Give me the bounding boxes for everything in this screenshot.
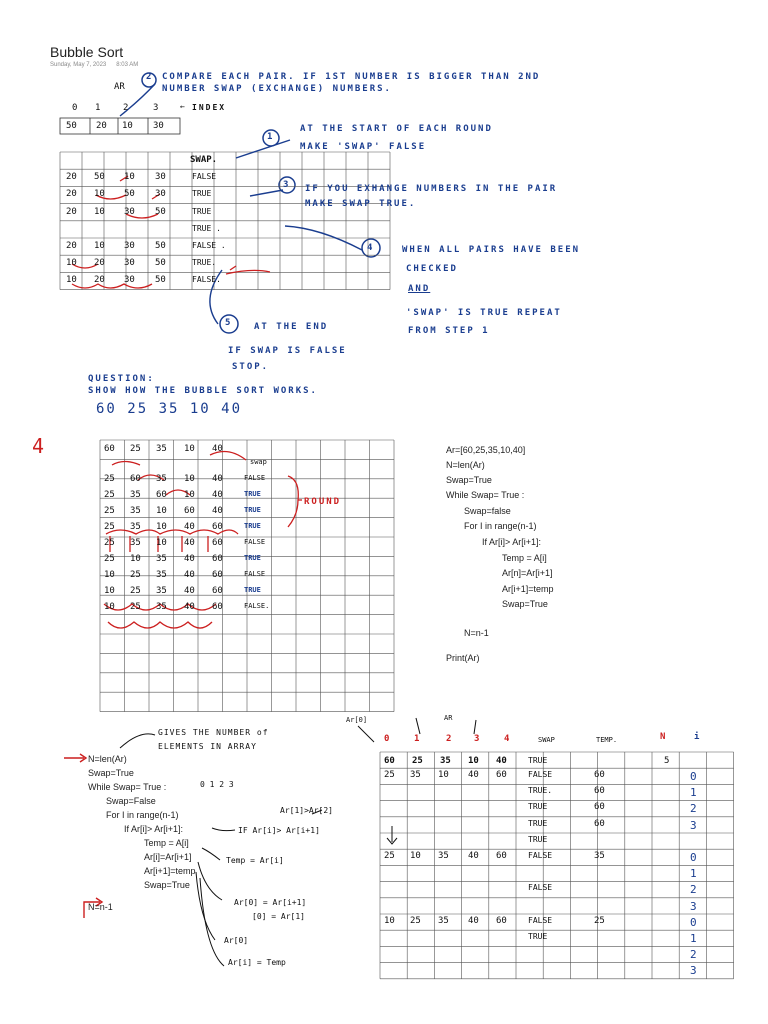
table2-cell: 60 (156, 490, 167, 500)
table2-cell: 40 (184, 538, 195, 548)
table3-header-cell: 60 (384, 756, 395, 766)
round-label: ROUND (304, 497, 342, 507)
table2-cell: 25 (130, 602, 141, 612)
table3-cell: 60 (496, 851, 507, 861)
table1-cell: 50 (155, 206, 166, 217)
step4-text-c: AND (408, 284, 431, 294)
step5-text-b: IF SWAP IS FALSE (228, 346, 347, 356)
table3-swap-value: FALSE (528, 770, 553, 779)
table2-cell: 60 (212, 586, 223, 596)
table2-top-cell: 35 (156, 444, 167, 454)
code2-line: While Swap= True : (88, 782, 167, 792)
step5-text-c: STOP. (232, 362, 270, 372)
table2-cell: 10 (156, 506, 167, 516)
question-numbers: 60 25 35 10 40 (96, 401, 243, 417)
table3-header-cell: 10 (468, 756, 479, 766)
code1-line: If Ar[i]> Ar[i+1]: (482, 537, 542, 547)
table2-cell: 10 (184, 490, 195, 500)
margin-number: 4 (32, 434, 45, 458)
table2-cell: 40 (184, 522, 195, 532)
table3-temp-value: 60 (594, 818, 605, 829)
table3-i-value: 2 (690, 883, 697, 897)
table1-cell: 10 (94, 206, 105, 217)
table1-cell: 50 (155, 275, 166, 286)
table3-swap-value: TRUE (528, 932, 548, 941)
array-cell-1: 20 (96, 121, 107, 131)
code1-line: Swap=True (502, 599, 548, 609)
table1-grid (60, 152, 390, 290)
array-cell-0: 50 (66, 121, 77, 131)
table3-swap-value: TRUE. (528, 786, 553, 796)
table3-cell: 25 (410, 915, 421, 926)
table3-cell: 35 (438, 851, 449, 861)
table1-swap-header: SWAP. (190, 155, 218, 165)
annotation-a0: Ar[0] = Ar[i+1] (234, 898, 307, 907)
step4-text-d: 'SWAP' IS TRUE REPEAT (406, 308, 562, 318)
array-cell-3: 30 (153, 121, 164, 131)
question-text: SHOW HOW THE BUBBLE SORT WORKS. (88, 386, 318, 396)
table2-swap-value: TRUE (244, 554, 261, 562)
table1-cell: 50 (124, 189, 135, 200)
red-arrows-bottom (64, 754, 102, 918)
table2-swap-label: swap (250, 458, 267, 466)
index-3: 3 (153, 103, 159, 113)
table1-cell: 10 (66, 258, 77, 269)
table2-cell: 10 (130, 554, 141, 564)
table1-swap-value: FALSE . (192, 241, 226, 250)
range-note: 0 1 2 3 (200, 780, 234, 789)
table2-swap-value: TRUE (244, 522, 261, 530)
code1-line: Swap=false (464, 506, 511, 516)
table2-cell: 25 (104, 506, 115, 516)
table1-cell: 30 (124, 206, 135, 217)
table1-cell: 10 (94, 189, 105, 200)
code1-line: Temp = A[i] (502, 553, 547, 563)
code2-line: If Ar[i]> Ar[i+1]: (124, 824, 184, 834)
table2-cell: 25 (104, 554, 115, 564)
table3-index-label: 3 (474, 734, 480, 744)
table1-cell: 10 (94, 241, 105, 251)
table1-cell: 20 (66, 189, 77, 200)
annotation-ari: Ar[i] = Temp (228, 958, 286, 967)
table3-header-cell: 35 (440, 756, 451, 766)
table1-cell: 50 (94, 172, 105, 183)
table2-cell: 35 (130, 538, 141, 548)
table1-swap-value: TRUE (192, 189, 212, 199)
step1-text-a: AT THE START OF EACH ROUND (300, 124, 493, 134)
table2-cell: 60 (212, 570, 223, 580)
table3-i-value: 1 (690, 932, 697, 945)
ar-top-label: AR (444, 714, 453, 722)
code1-line: Ar=[60,25,35,10,40] (446, 445, 526, 455)
table3-i-col-label: i (694, 732, 700, 742)
table2-cell: 35 (156, 570, 167, 580)
table2-cell: 60 (212, 602, 223, 612)
gives-note-2: ELEMENTS IN ARRAY (158, 742, 257, 751)
table3-temp-value: 60 (594, 802, 605, 813)
table3-i-value: 2 (690, 948, 697, 962)
table2-swap-value: TRUE (244, 506, 261, 514)
index-label: INDEX (192, 103, 227, 112)
annotation-a0b: [0] = Ar[1] (252, 912, 305, 921)
table2-cell: 40 (184, 586, 195, 596)
table2-cell: 25 (130, 586, 141, 596)
table3-swap-value: TRUE (528, 802, 548, 812)
code2-line: Temp = A[i] (144, 838, 189, 848)
table1-cell: 20 (66, 241, 77, 251)
code2-line: For I in range(n-1) (106, 810, 179, 820)
array-cell-2: 10 (122, 121, 133, 131)
table3-grid (380, 752, 734, 979)
step4-number: 4 (367, 243, 375, 253)
annotation-condition: Ar[1]>Ar[2] (280, 806, 333, 815)
table3-n-value: 5 (664, 756, 670, 766)
table2-cell: 10 (104, 570, 115, 580)
code2-line: Ar[i]=Ar[i+1] (144, 852, 192, 862)
index-2: 2 (123, 103, 129, 113)
table1-cell: 10 (124, 172, 135, 183)
step1-number: 1 (267, 132, 275, 142)
table3-i-value: 0 (690, 770, 697, 783)
time-text: 8:03 AM (116, 62, 139, 68)
table3-cell: 25 (384, 770, 395, 780)
table2-cell: 25 (104, 474, 115, 484)
step5-text-a: AT THE END (254, 322, 329, 332)
code2-line: Ar[i+1]=temp (144, 866, 196, 876)
table3-cell: 60 (496, 915, 507, 926)
table2-swap-value: FALSE (244, 570, 266, 578)
table2-cell: 60 (184, 506, 195, 516)
table2-cell: 25 (104, 522, 115, 532)
code1-line: Ar[n]=Ar[i+1] (502, 568, 553, 578)
step2-text-b: NUMBER SWAP (EXCHANGE) NUMBERS. (162, 84, 392, 94)
table3-temp-col-label: TEMP. (596, 736, 618, 744)
code1-line: Swap=True (446, 475, 492, 485)
table2-top-cell: 60 (104, 444, 115, 454)
table2-cell: 10 (184, 474, 195, 484)
table2-cell: 35 (130, 522, 141, 532)
code1-line: Print(Ar) (446, 653, 480, 663)
table3-cell: 40 (468, 770, 479, 780)
table2-cell: 40 (184, 602, 195, 612)
step4-text-a: WHEN ALL PAIRS HAVE BEEN (402, 245, 581, 255)
gives-note-1: GIVES THE NUMBER of (158, 728, 269, 737)
table3-temp-value: 35 (594, 851, 605, 861)
code1-line: N=n-1 (464, 628, 489, 638)
table3-index-label: 0 (384, 734, 390, 744)
table2-cell: 25 (104, 490, 115, 500)
table1-swap-value: FALSE. (192, 275, 221, 285)
question-label: QUESTION: (88, 374, 155, 384)
table3-i-value: 0 (690, 851, 697, 864)
table3-swap-value: FALSE (528, 915, 553, 925)
table2-cell: 10 (104, 586, 115, 596)
table3-cell: 35 (438, 915, 449, 926)
table3-cell: 10 (384, 915, 395, 926)
table1-cell: 30 (155, 172, 166, 183)
code2-line: N=n-1 (88, 902, 113, 912)
step2-text: COMPARE EACH PAIR. IF 1ST NUMBER IS BIGGER THAN 2ND (162, 72, 541, 82)
table2-cell: 60 (130, 474, 141, 484)
table2-cell: 35 (156, 586, 167, 596)
table2-swap-value: FALSE. (244, 602, 270, 610)
table2-cell: 35 (130, 490, 141, 500)
table1-cell: 50 (155, 258, 166, 269)
annotation-ar0: Ar[0] (224, 936, 249, 945)
table1-cell: 30 (124, 275, 135, 286)
table2-cell: 40 (212, 506, 223, 516)
table2-cell: 25 (104, 538, 115, 548)
annotation-temp: Temp = Ar[i] (226, 856, 284, 865)
table1-cell: 30 (155, 189, 166, 200)
table3-temp-value: 25 (594, 915, 605, 926)
table2-cell: 40 (184, 554, 195, 564)
table3-cell: 60 (496, 770, 507, 780)
table2-swap-value: TRUE (244, 586, 261, 594)
step1-text-b: MAKE 'SWAP' FALSE (300, 142, 427, 152)
table3-temp-value: 60 (594, 786, 605, 797)
table2-cell: 60 (212, 554, 223, 564)
code2-line: N=len(Ar) (88, 754, 127, 764)
table1-cell: 20 (66, 172, 77, 183)
table1-cell: 10 (66, 275, 77, 286)
code2-line: Swap=True (144, 880, 190, 890)
table1-cell: 20 (66, 206, 77, 217)
table1-swap-value: TRUE (192, 206, 212, 216)
table3-i-value: 3 (690, 899, 697, 913)
table3-i-value: 1 (690, 867, 697, 881)
table2-cell: 35 (130, 506, 141, 516)
code2-line: Swap=False (106, 796, 156, 806)
table1-cell: 50 (155, 241, 166, 251)
date-text: Sunday, May 7, 2023 (50, 62, 107, 68)
table3-n-col-label: N (660, 732, 666, 742)
code1-line: N=len(Ar) (446, 460, 485, 470)
code1-line: For I in range(n-1) (464, 521, 537, 531)
table3-swap-value: TRUE (528, 834, 548, 844)
table3-temp-value: 60 (594, 770, 605, 780)
table1-cell: 20 (94, 258, 105, 269)
table2-top-cell: 40 (212, 444, 223, 454)
table2-cell: 25 (130, 570, 141, 580)
table3-index-label: 4 (504, 734, 510, 744)
table1-swap-value: FALSE (192, 172, 217, 182)
table3-cell: 10 (438, 770, 449, 780)
table3-cell: 35 (410, 770, 421, 780)
code2-line: Swap=True (88, 768, 134, 778)
table3-swap-value: FALSE (528, 851, 553, 860)
step4-text-e: FROM STEP 1 (408, 326, 490, 336)
page-title: Bubble Sort (50, 44, 124, 60)
ar-label: AR (114, 82, 125, 92)
step3-number: 3 (283, 180, 291, 190)
table2-top-cell: 10 (184, 444, 195, 454)
step3-text-b: MAKE SWAP TRUE. (305, 199, 417, 209)
table2-swap-value: TRUE (244, 490, 261, 498)
step3-text-a: IF YOU EXHANGE NUMBERS IN THE PAIR (305, 184, 558, 194)
step2-number: 2 (146, 72, 154, 82)
table1-swap-value: TRUE . (192, 223, 221, 233)
table2-cell: 60 (212, 538, 223, 548)
table2-cell: 35 (156, 602, 167, 612)
index-arrow: ← (180, 102, 185, 111)
table2-cell: 35 (156, 474, 167, 484)
table3-cell: 40 (468, 915, 479, 926)
table1-cell: 20 (94, 275, 105, 286)
table2-cell: 10 (156, 538, 167, 548)
table3-index-label: 2 (446, 734, 452, 744)
table2-top-cell: 25 (130, 444, 141, 454)
table2-cell: 60 (212, 522, 223, 532)
table1-cell: 30 (124, 258, 135, 269)
table2-cell: 35 (156, 554, 167, 564)
index-0: 0 (72, 103, 78, 113)
step4-text-b: CHECKED (406, 264, 458, 274)
table2-cell: 40 (212, 474, 223, 484)
table2-swap-value: FALSE (244, 538, 266, 546)
index-1: 1 (95, 103, 101, 113)
table3-i-value: 3 (690, 818, 697, 832)
table3-header-cell: 25 (412, 756, 423, 766)
table3-i-value: 0 (690, 915, 697, 929)
table2-cell: 40 (212, 490, 223, 500)
step5-number: 5 (225, 318, 233, 328)
table2-cell: 10 (104, 602, 115, 612)
table3-index-label: 1 (414, 734, 420, 744)
table2-cell: 40 (184, 570, 195, 580)
table3-i-value: 3 (690, 964, 697, 978)
table3-header-cell: 40 (496, 756, 507, 766)
table2-swap-value: FALSE (244, 474, 266, 482)
code1-line: Ar[i+1]=temp (502, 584, 554, 594)
table3-swap-col-label: SWAP (538, 736, 555, 744)
table1-swap-value: TRUE. (192, 258, 217, 268)
table3-cell: 40 (468, 851, 479, 861)
table3-swap-value: TRUE (528, 818, 548, 828)
table3-i-value: 2 (690, 802, 697, 816)
table3-cell: 25 (384, 851, 395, 861)
bottom-annotation-lines (120, 734, 322, 966)
table1-cell: 30 (124, 241, 135, 251)
table3-i-value: 1 (690, 786, 697, 800)
table3-swap-value: FALSE (528, 883, 553, 893)
code1-line: While Swap= True : (446, 490, 525, 500)
ar0-label: Ar[0] (346, 716, 368, 724)
annotation-if: IF Ar[i]> Ar[i+1] (238, 826, 320, 835)
table3-header-swap: TRUE (528, 756, 548, 765)
table3-cell: 10 (410, 851, 421, 861)
table2-cell: 10 (156, 522, 167, 532)
